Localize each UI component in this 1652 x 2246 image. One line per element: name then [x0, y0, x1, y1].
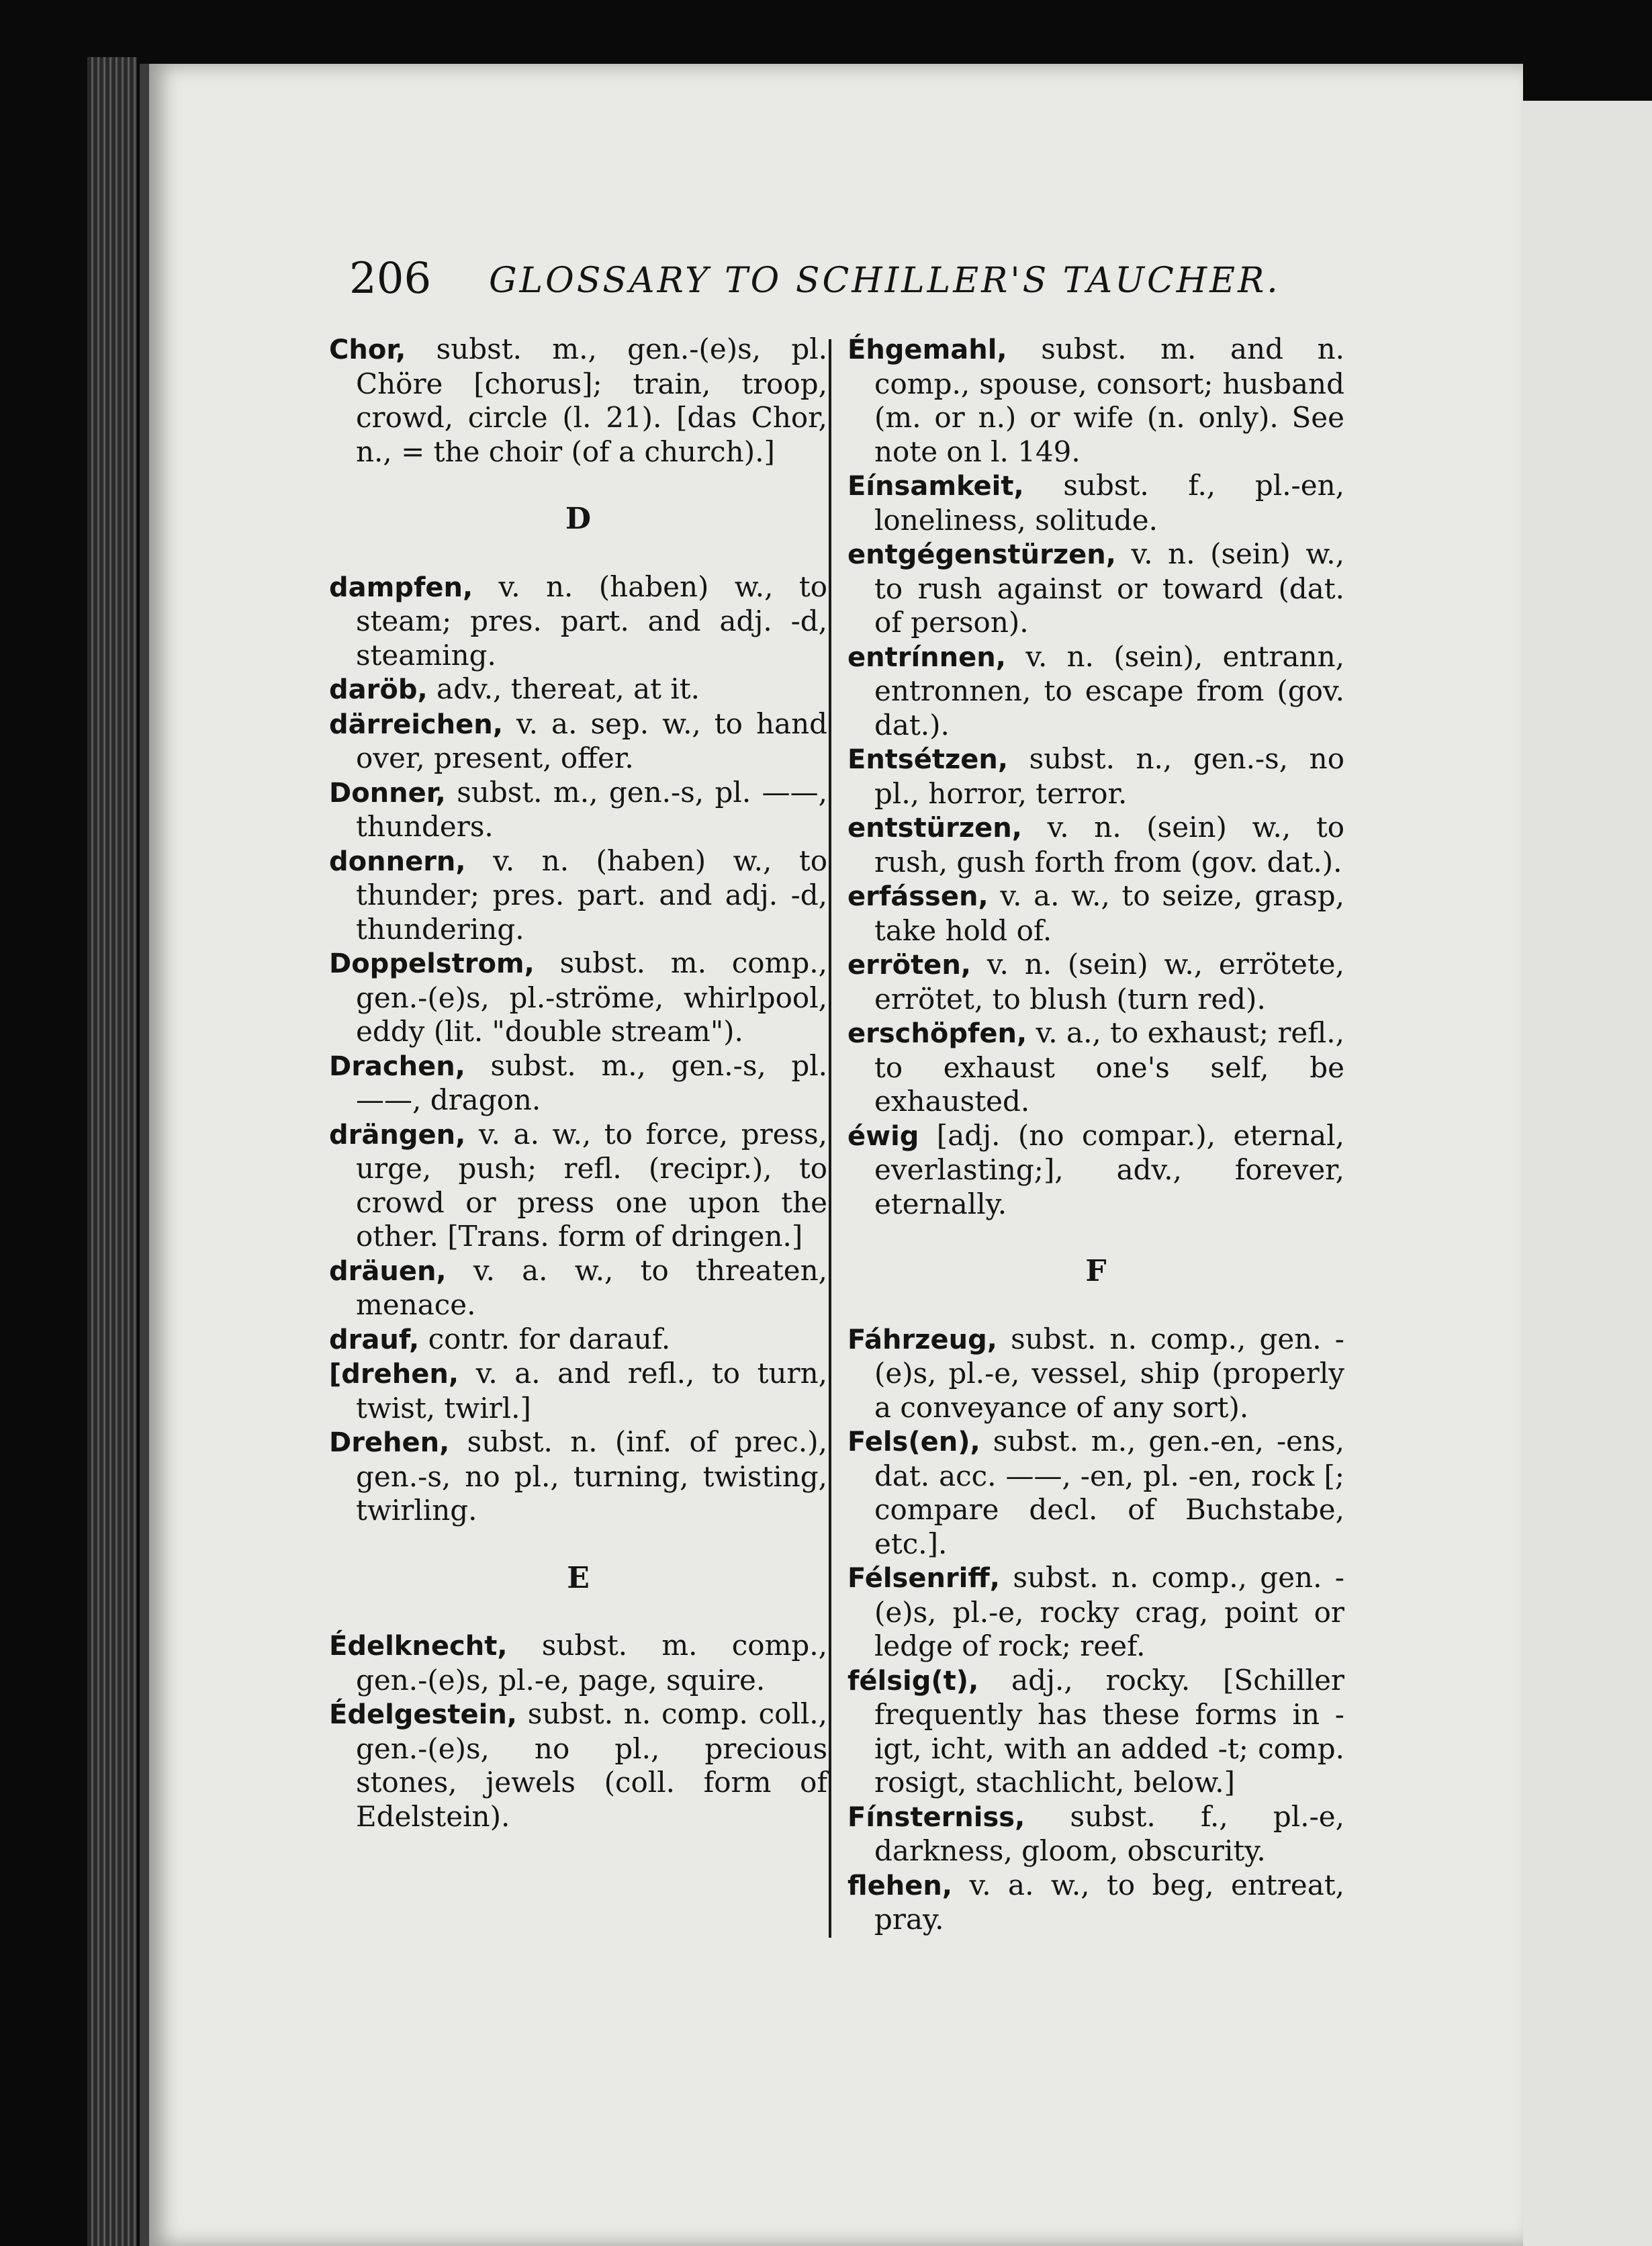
glossary-entry: [847, 1869, 1344, 1937]
entry-headword: Donner,: [329, 777, 446, 809]
entry-definition: adv., thereat, at it.: [427, 672, 700, 705]
entry-headword: Fels(en),: [847, 1427, 980, 1457]
entry-definition: v. n. (sein) w., to rush against or toward (dat. of person).: [874, 537, 1344, 639]
glossary-entry: [329, 776, 827, 844]
glossary-entry: [329, 1254, 827, 1322]
entry-headword: Éhgemahl,: [847, 334, 1007, 365]
entry-definition: v. a. sep. w., to hand over, present, offer.: [356, 707, 827, 774]
glossary-entry: [329, 707, 827, 776]
entry-definition: v. a. w., to threaten, menace.: [356, 1253, 827, 1321]
entry-headword: donnern,: [329, 846, 466, 877]
entries-d: [329, 570, 827, 1528]
glossary-entry: [847, 1119, 1344, 1222]
entry-headword: entstürzen,: [847, 813, 1022, 844]
glossary-entry: [329, 332, 827, 469]
entry-definition: subst. m., gen.-(e)s, pl. Chöre [chorus]; train, troop, crowd, circle (l. 21). [das Chor, n., = the choir (of a church).]: [356, 332, 827, 468]
glossary-entry: [329, 844, 827, 947]
entry-definition: v. a. and refl., to turn, twist, twirl.]: [356, 1357, 827, 1425]
glossary-entry: [329, 1425, 827, 1528]
entry-headword: dräuen,: [329, 1255, 447, 1287]
entry-definition: subst. m., gen.-s, pl. ——, dragon.: [356, 1048, 827, 1116]
glossary-entry: [847, 948, 1344, 1016]
section-letter-f: F: [1085, 1254, 1107, 1288]
glossary-entry: [847, 469, 1344, 537]
glossary-entry: [329, 672, 827, 707]
entry-headword: félsig(t),: [847, 1665, 979, 1697]
entry-headword: därreichen,: [329, 709, 503, 740]
entry-definition: v. n. (sein) w., to rush, gush forth from (gov. dat.).: [874, 811, 1344, 879]
entries-top-left: [329, 332, 827, 469]
entry-definition: v. a. w., to seize, grasp, take hold of.: [874, 879, 1344, 947]
book-edge: [87, 57, 137, 2246]
entry-definition: subst. m. and n. comp., spouse, consort; husband (m. or n.) or wife (n. only). See note on l. 149.: [874, 332, 1344, 468]
entry-definition: v. n. (sein), entrann, entronnen, to escape from (gov. dat.).: [874, 639, 1344, 742]
glossary-entry: [329, 570, 827, 673]
entry-definition: subst. n. (inf. of prec.), gen.-s, no pl., turning, twisting, twirling.: [356, 1425, 827, 1527]
glossary-entry: [847, 537, 1344, 640]
glossary-entry: [847, 1016, 1344, 1119]
entry-headword: Édelknecht,: [329, 1631, 508, 1662]
entry-definition: v. n. (haben) w., to steam; pres. part. and adj. -d, steaming.: [356, 570, 827, 672]
glossary-entry: [847, 1561, 1344, 1664]
glossary-entry: [847, 1425, 1344, 1561]
glossary-entry: [329, 1322, 827, 1357]
glossary-entry: [847, 1322, 1344, 1425]
entry-headword: daröb,: [329, 674, 428, 705]
glossary-entry: [847, 879, 1344, 948]
entry-headword: erschöpfen,: [847, 1018, 1027, 1049]
entry-definition: subst. f., pl.-en, loneliness, solitude.: [874, 469, 1344, 537]
entry-headword: erröten,: [847, 950, 971, 981]
glossary-entry: [329, 1629, 827, 1697]
entry-headword: Doppelstrom,: [329, 948, 535, 979]
entry-headword: éwig: [847, 1120, 919, 1152]
entry-definition: subst. n. comp., gen. -(e)s, pl.-e, vessel, ship (properly a conveyance of any sort).: [874, 1322, 1344, 1424]
entry-headword: Chor,: [329, 334, 406, 365]
entry-headword: Eínsamkeit,: [847, 471, 1024, 502]
glossary-entry: [329, 1357, 827, 1425]
entry-headword: Félsenriff,: [847, 1563, 1000, 1594]
entry-headword: flehen,: [847, 1870, 953, 1901]
entry-definition: subst. m., gen.-en, -ens, dat. acc. ——, -en, pl. -en, rock [; compare decl. of Buchstabe, etc.].: [874, 1425, 1344, 1560]
entries-f: [847, 1322, 1344, 1937]
entry-headword: drauf,: [329, 1324, 420, 1355]
entry-definition: [adj. (no compar.), eternal, everlasting;], adv., forever, eternally.: [874, 1118, 1344, 1220]
entry-headword: Fínsterniss,: [847, 1801, 1025, 1833]
glossary-entry: [847, 1800, 1344, 1869]
section-letter-d: D: [565, 502, 592, 536]
glossary-entry: [329, 1049, 827, 1118]
entry-headword: erfássen,: [847, 881, 989, 912]
glossary-entry: [847, 1664, 1344, 1800]
entry-headword: Édelgestein,: [329, 1699, 517, 1730]
entry-definition: v. n. (sein) w., errötete, errötet, to blush (turn red).: [874, 948, 1344, 1016]
entry-headword: dampfen,: [329, 572, 473, 603]
entry-definition: contr. for darauf.: [419, 1322, 671, 1355]
entries-e: [329, 1629, 827, 1834]
entry-definition: subst. n. comp., gen. -(e)s, pl.-e, rocky crag, point or ledge of rock; reef.: [874, 1561, 1344, 1662]
column-divider: [829, 339, 831, 1938]
glossary-entry: [329, 946, 827, 1049]
entry-headword: entgégenstürzen,: [847, 539, 1116, 570]
running-title: GLOSSARY TO SCHILLER'S TAUCHER.: [489, 261, 1281, 301]
page-number: 206: [349, 254, 432, 304]
entry-headword: Drachen,: [329, 1050, 465, 1082]
glossary-entry: [847, 742, 1344, 811]
entry-headword: [drehen,: [329, 1359, 459, 1390]
glossary-entry: [847, 332, 1344, 469]
entries-top-right: [847, 332, 1344, 1221]
glossary-entry: [847, 640, 1344, 743]
entry-headword: Entsétzen,: [847, 744, 1009, 775]
glossary-entry: [329, 1118, 827, 1254]
glossary-entry: [329, 1697, 827, 1834]
entry-definition: v. a. w., to beg, entreat, pray.: [874, 1868, 1344, 1936]
left-column: [329, 332, 827, 1834]
page-header: [201, 254, 1281, 308]
section-letter-e: E: [567, 1560, 590, 1595]
entry-definition: subst. m., gen.-s, pl. ——, thunders.: [356, 775, 827, 843]
entry-definition: adj., rocky. [Schiller frequently has these forms in -igt, icht, with an added -t; comp. rosigt, stachlicht, below.]: [874, 1663, 1344, 1799]
glossary-entry: [847, 811, 1344, 879]
entry-definition: subst. n., gen.-s, no pl., horror, terror.: [874, 742, 1344, 810]
entry-headword: Fáhrzeug,: [847, 1324, 997, 1355]
facing-page-edge: [1519, 101, 1652, 2246]
entry-definition: v. a. w., to force, press, urge, push; refl. (recipr.), to crowd or press one upon the other. [Trans. form of dringen.]: [356, 1117, 827, 1253]
entry-definition: subst. m. comp., gen.-(e)s, pl.-e, page, squire.: [356, 1629, 827, 1697]
entry-headword: drängen,: [329, 1119, 466, 1151]
entry-definition: subst. n. comp. coll., gen.-(e)s, no pl., precious stones, jewels (coll. form of Edelstein).: [356, 1697, 827, 1833]
entry-headword: Drehen,: [329, 1427, 450, 1458]
entry-definition: subst. f., pl.-e, darkness, gloom, obscurity.: [874, 1799, 1344, 1867]
entry-definition: subst. m. comp., gen.-(e)s, pl.-ströme, whirlpool, eddy (lit. "double stream").: [356, 946, 827, 1048]
entry-headword: entrínnen,: [847, 641, 1006, 673]
entry-definition: v. a., to exhaust; refl., to exhaust one's self, be exhausted.: [874, 1016, 1344, 1118]
right-column: [847, 332, 1344, 1937]
entry-definition: v. n. (haben) w., to thunder; pres. part. and adj. -d, thundering.: [356, 844, 827, 946]
